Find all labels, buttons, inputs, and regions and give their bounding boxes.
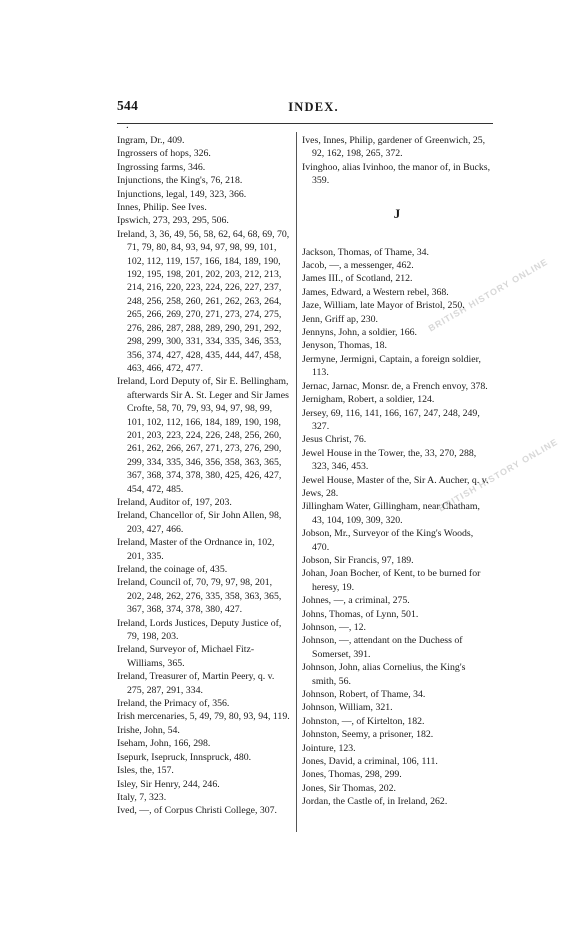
index-entry: Iseham, John, 166, 298. xyxy=(117,738,211,750)
index-entry: Ireland, 3, 36, 49, 56, 58, 62, 64, 68, 69, 70, 71, 79, 80, 84, 93, 94, 97, 98, 99, 101, 102, 112, 119, 157, 166, 184, 189, 190, 192, 195, 198, 201, 202, 203, 212, 213, 214, 216, 220, 223, 224, 226, 227, 237, 248, 256, 258, 260, 261, 262, 263, 264, 265, 266, 269, 270, 271, 273, 274, 275, 276, 286, 287, 288, 289, 290, 291, 292, 298, 299, 300, 331, 334, 335, 346, 353, 356, 374, 427, 428, 435, 444, 447, 458, 463, 466, 472, 477. xyxy=(117,228,290,374)
index-entry: Jaze, William, late Mayor of Bristol, 250. xyxy=(302,300,465,312)
index-entry: Johnes, —, a criminal, 275. xyxy=(302,595,410,607)
index-entry: Jones, David, a criminal, 106, 111. xyxy=(302,756,438,768)
section-letter: J xyxy=(393,205,401,221)
index-entry: Ives, Innes, Philip, gardener of Greenwich, 25, 92, 162, 198, 265, 372. xyxy=(302,135,486,160)
index-entry: Johns, Thomas, of Lynn, 501. xyxy=(302,608,419,620)
index-entry: Ived, —, of Corpus Christi College, 307. xyxy=(117,805,278,817)
index-entry: James, Edward, a Western rebel, 368. xyxy=(302,286,449,298)
index-entry: Ivinghoo, alias Ivinhoo, the manor of, in Bucks, 359. xyxy=(302,161,491,187)
index-entry: Ipswich, 273, 293, 295, 506. xyxy=(117,215,229,227)
left-column xyxy=(117,134,291,818)
index-entry: Irish mercenaries, 5, 49, 79, 80, 93, 94, 119. xyxy=(117,711,290,723)
index-entry: Jewel House, Master of the, Sir A. Aucher, q. v. xyxy=(302,474,489,486)
index-entry: Johnston, Seemy, a prisoner, 182. xyxy=(302,729,434,741)
index-entry: Jersey, 69, 116, 141, 166, 167, 247, 248, 249, 327. xyxy=(302,407,480,432)
index-entry: Jones, Sir Thomas, 202. xyxy=(302,782,396,794)
index-entry: Ireland, the coinage of, 435. xyxy=(117,564,228,575)
index-entry: Isles, the, 157. xyxy=(117,765,174,777)
index-entry: Innes, Philip. See Ives. xyxy=(117,202,207,214)
index-entry: Italy, 7, 323. xyxy=(117,791,167,803)
index-entry: Jenyson, Thomas, 18. xyxy=(302,340,387,352)
index-entry: Jennyns, John, a soldier, 166. xyxy=(302,327,417,339)
index-entry: Jenn, Griff ap, 230. xyxy=(302,313,379,325)
index-entry: Johnson, John, alias Cornelius, the King's smith, 56. xyxy=(302,662,466,687)
index-entry: Jillingham Water, Gillingham, near Chatham, 43, 104, 109, 309, 320. xyxy=(302,501,480,526)
right-entry-list-bottom xyxy=(302,246,492,809)
index-entry: Jobson, Mr., Surveyor of the King's Woods, 470. xyxy=(302,528,474,553)
index-entry: Johnson, —, attendant on the Duchess of Somerset, 391. xyxy=(302,635,463,660)
index-entry: Johan, Joan Bocher, of Kent, to be burned for heresy, 19. xyxy=(302,568,481,593)
index-entry: James III., of Scotland, 212. xyxy=(302,273,413,285)
index-entry: Jermyne, Jermigni, Captain, a foreign soldier, 113. xyxy=(302,353,481,379)
index-entry: Ireland, Lord Deputy of, Sir E. Bellingham, afterwards Sir A. St. Leger and Sir James Crofte, 58, 70, 79, 93, 94, 97, 98, 99, 101, 102, 112, 166, 184, 189, 190, 198, 201, 203, 223, 224, 226, 248, 256, 260, 261, 262, 266, 267, 271, 273, 276, 290, 299, 334, 335, 346, 356, 358, 363, 365, 367, 368, 374, 378, 380, 425, 426, 427, 454, 472, 485. xyxy=(117,376,289,495)
watermark-top: BRITISH HISTORY ONLINE xyxy=(426,256,550,334)
index-entry: Johnson, —, 12. xyxy=(302,622,366,633)
index-entry: Jobson, Sir Francis, 97, 189. xyxy=(302,554,414,566)
index-entry: Jacob, —, a messenger, 462. xyxy=(302,260,414,272)
index-entry: Ireland, Council of, 70, 79, 97, 98, 201, 202, 248, 262, 276, 335, 358, 363, 365, 367, 368, 374, 378, 380, 427. xyxy=(117,577,282,616)
index-entry: Ingrossers of hops, 326. xyxy=(117,148,211,160)
index-entry: Ingrossing farms, 346. xyxy=(117,161,206,173)
index-entry: Ireland, Treasurer of, Martin Peery, q. v. 275, 287, 291, 334. xyxy=(117,671,275,696)
index-entry: Jesus Christ, 76. xyxy=(302,434,367,446)
watermark-bottom: BRITISH HISTORY ONLINE xyxy=(436,436,560,514)
index-entry: Johnson, William, 321. xyxy=(302,702,393,714)
index-entry: Jackson, Thomas, of Thame, 34. xyxy=(302,246,429,258)
index-entry: Johnson, Robert, of Thame, 34. xyxy=(302,689,426,701)
index-entry: Jewel House in the Tower, the, 33, 270, 288, 323, 346, 453. xyxy=(302,447,477,473)
left-entry-list xyxy=(117,134,291,818)
index-entry: Jews, 28. xyxy=(302,487,339,499)
index-entry: Ingram, Dr., 409. xyxy=(117,135,185,146)
index-entry: Ireland, Master of the Ordnance in, 102, 201, 335. xyxy=(117,537,275,562)
index-entry: Isley, Sir Henry, 244, 246. xyxy=(117,778,220,790)
header-dot: . xyxy=(126,119,129,131)
index-entry: Ireland, Lords Justices, Deputy Justice of, 79, 198, 203. xyxy=(117,617,282,643)
index-entry: Johnston, —, of Kirtelton, 182. xyxy=(302,715,425,727)
page-number: 544 xyxy=(117,98,139,113)
index-entry: Jones, Thomas, 298, 299. xyxy=(302,769,402,781)
index-entry: Isepurk, Isepruck, Innspruck, 480. xyxy=(117,751,252,763)
index-entry: Jernac, Jarnac, Monsr. de, a French envoy, 378. xyxy=(302,380,488,392)
index-entry: Ireland, Chancellor of, Sir John Allen, 98, 203, 427, 466. xyxy=(117,510,282,535)
right-column xyxy=(302,134,492,809)
header-rule xyxy=(117,123,493,124)
index-entry: Injunctions, legal, 149, 323, 366. xyxy=(117,188,247,200)
column-divider xyxy=(296,132,297,832)
page-title: INDEX. xyxy=(288,100,339,114)
index-entry: Jointure, 123. xyxy=(302,742,356,754)
index-entry: Ireland, Auditor of, 197, 203. xyxy=(117,496,232,508)
index-entry: Ireland, Surveyor of, Michael Fitz-Williams, 365. xyxy=(117,644,255,669)
index-entry: Jordan, the Castle of, in Ireland, 262. xyxy=(302,796,448,808)
right-entry-list-top xyxy=(302,134,492,188)
index-entry: Injunctions, the King's, 76, 218. xyxy=(117,175,243,187)
index-entry: Irishe, John, 54. xyxy=(117,724,180,736)
index-entry: Jernigham, Robert, a soldier, 124. xyxy=(302,394,435,406)
index-entry: Ireland, the Primacy of, 356. xyxy=(117,698,230,710)
